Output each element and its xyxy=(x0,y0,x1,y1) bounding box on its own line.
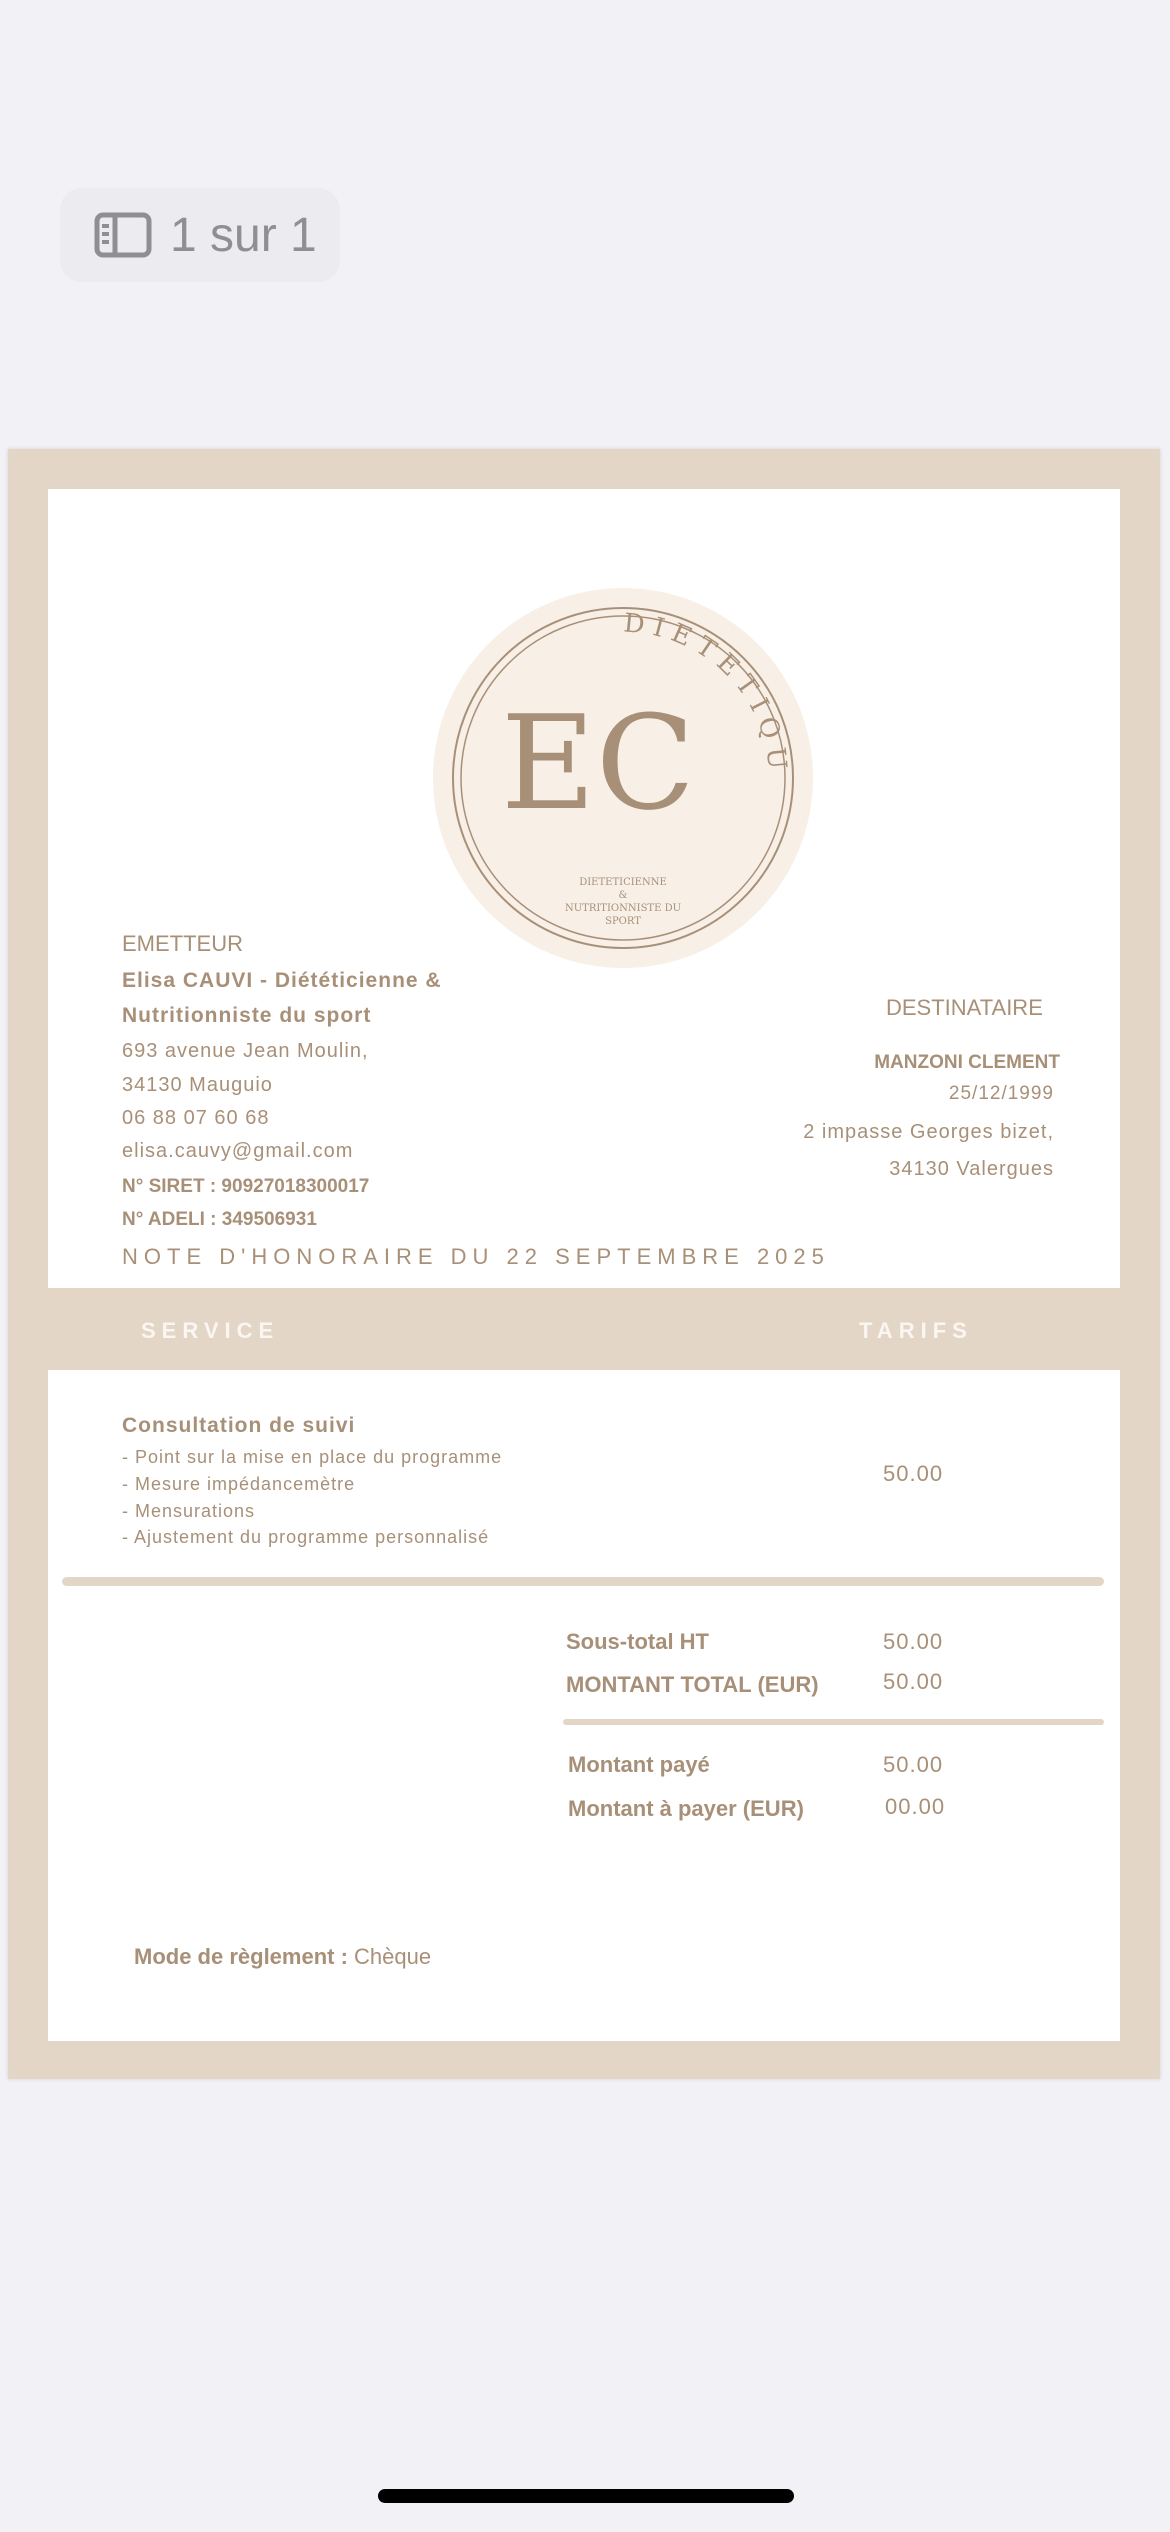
column-header-service: SERVICE xyxy=(141,1318,280,1343)
paid-label: Montant payé xyxy=(568,1752,710,1777)
subtotal-value: 50.00 xyxy=(883,1629,944,1654)
logo-line3: NUTRITIONNISTE DU xyxy=(564,903,682,914)
logo-arc-text: DIETETIQU xyxy=(622,608,793,779)
payment-method xyxy=(134,1944,431,1970)
line-item-price: 50.00 xyxy=(883,1461,944,1486)
emitter-name-line2: Nutritionniste du sport xyxy=(122,1004,372,1027)
logo xyxy=(433,588,813,968)
payment-method-value: Chèque xyxy=(354,1944,432,1969)
total-label: MONTANT TOTAL (EUR) xyxy=(566,1672,819,1697)
recipient-address2: 34130 Valergues xyxy=(889,1158,1054,1180)
emitter-address2: 34130 Mauguio xyxy=(122,1074,273,1096)
logo-line4: SPORT xyxy=(605,916,641,927)
recipient-address1: 2 impasse Georges bizet, xyxy=(803,1121,1054,1143)
emitter-name-line1: Elisa CAUVI - Diététicienne & xyxy=(122,969,442,992)
emitter-email: elisa.cauvy@gmail.com xyxy=(122,1140,354,1162)
emitter-phone: 06 88 07 60 68 xyxy=(122,1107,270,1129)
page-counter[interactable] xyxy=(60,188,340,282)
emitter-address1: 693 avenue Jean Moulin, xyxy=(122,1040,369,1062)
invoice-header-panel xyxy=(48,489,1120,1288)
due-label: Montant à payer (EUR) xyxy=(568,1796,804,1821)
column-header-tarifs: TARIFS xyxy=(859,1318,973,1343)
recipient-birthdate: 25/12/1999 xyxy=(948,1083,1054,1104)
logo-line1: DIETETICIENNE xyxy=(579,877,667,888)
due-value: 00.00 xyxy=(885,1794,946,1819)
totals-divider xyxy=(563,1719,1104,1725)
note-title: NOTE D'HONORAIRE DU 22 SEPTEMBRE 2025 xyxy=(122,1244,830,1269)
line-item-detail: - Ajustement du programme personnalisé xyxy=(122,1527,490,1547)
paid-value: 50.00 xyxy=(883,1752,944,1777)
invoice-body-panel xyxy=(48,1370,1120,2041)
recipient-heading: DESTINATAIRE xyxy=(886,995,1043,1020)
emitter-adeli: N° ADELI : 349506931 xyxy=(122,1209,317,1230)
item-divider xyxy=(62,1577,1104,1586)
line-item-detail: - Point sur la mise en place du programme xyxy=(122,1447,503,1467)
logo-line2: & xyxy=(618,890,628,901)
subtotal-label: Sous-total HT xyxy=(566,1629,709,1654)
emitter-heading: EMETTEUR xyxy=(122,931,243,956)
sidebar-icon xyxy=(94,212,152,258)
invoice-document xyxy=(8,449,1160,2079)
home-indicator[interactable] xyxy=(378,2489,794,2503)
line-item-title: Consultation de suivi xyxy=(122,1414,356,1437)
page-counter-label: 1 sur 1 xyxy=(170,208,317,262)
logo-monogram: EC xyxy=(500,687,696,839)
line-item-detail: - Mensurations xyxy=(122,1501,256,1521)
total-value: 50.00 xyxy=(883,1669,944,1694)
recipient-name: MANZONI CLEMENT xyxy=(874,1052,1060,1073)
line-item-detail: - Mesure impédancemètre xyxy=(122,1474,356,1494)
emitter-siret: N° SIRET : 90927018300017 xyxy=(122,1176,370,1197)
payment-method-label: Mode de règlement : xyxy=(134,1944,348,1969)
